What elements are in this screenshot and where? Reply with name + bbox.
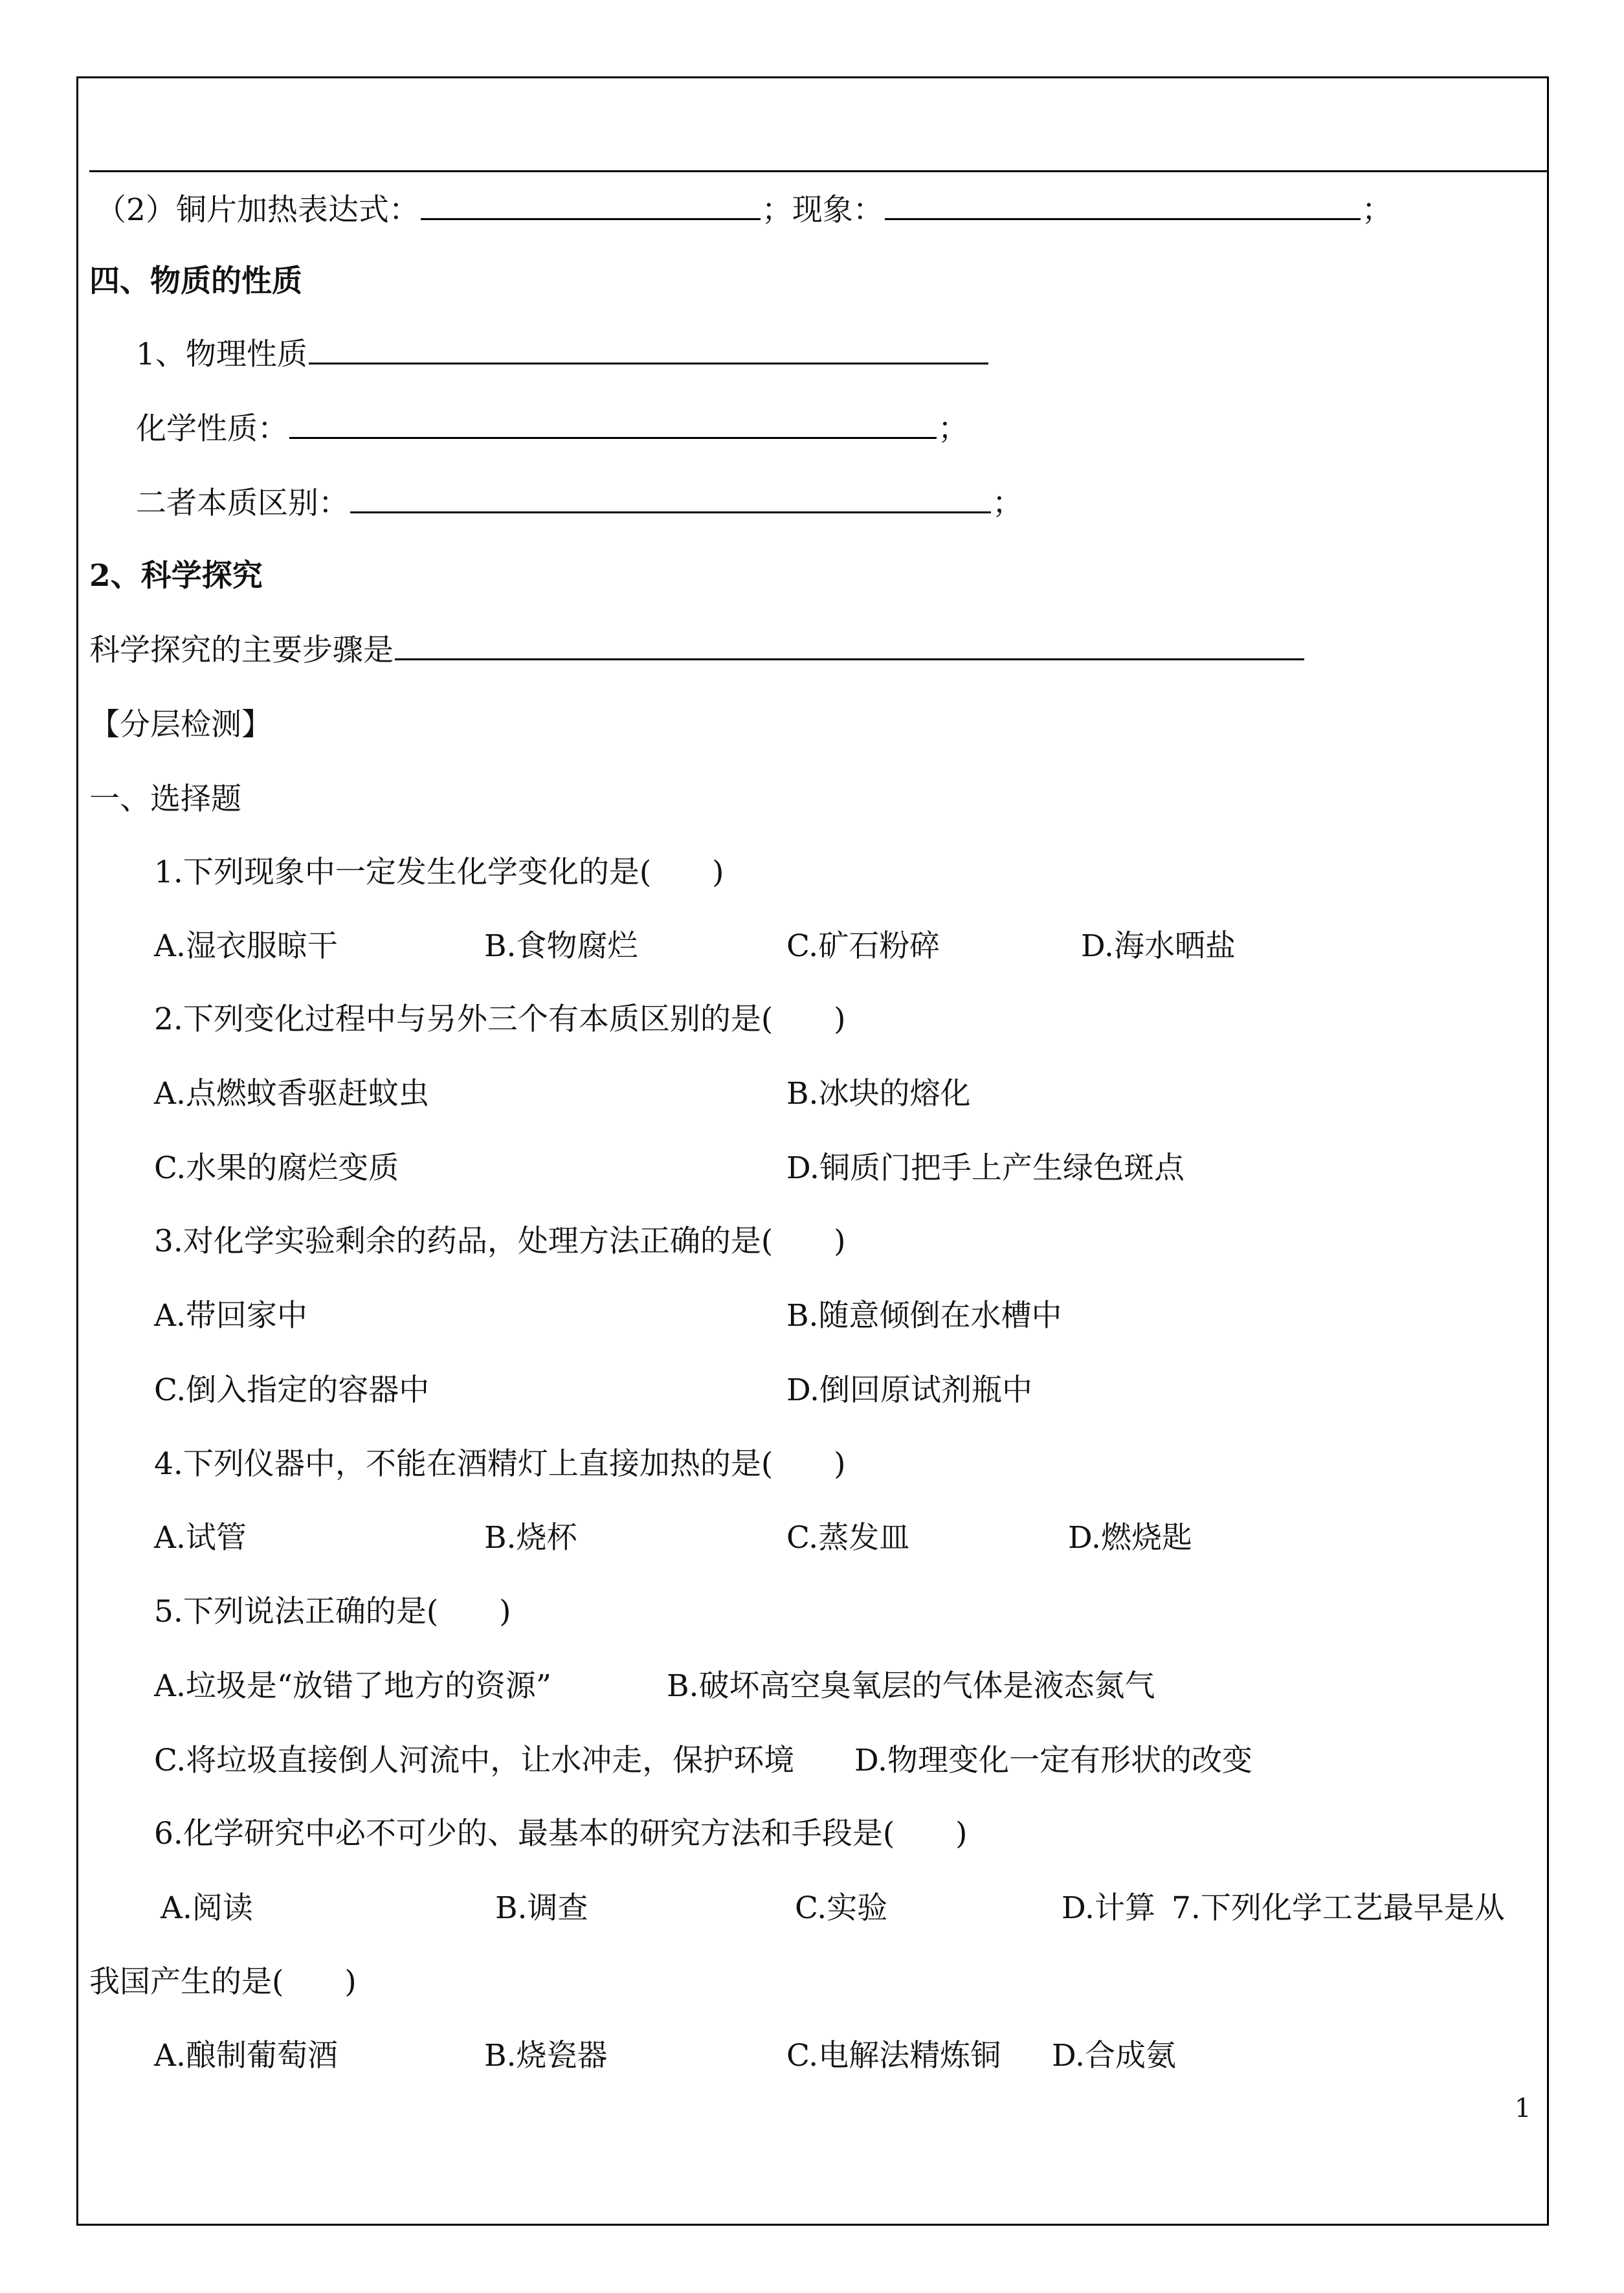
q3-option-c[interactable]: C.倒入指定的容器中: [154, 1372, 430, 1408]
phenomenon-blank[interactable]: [885, 192, 1361, 220]
question-2-stem: 2.下列变化过程中与另外三个有本质区别的是( ): [154, 1001, 846, 1037]
physical-property-blank[interactable]: [309, 337, 988, 364]
line-end-semicolon: ；: [992, 486, 1023, 521]
expression-blank[interactable]: [421, 192, 761, 220]
chemical-property-line: [136, 410, 968, 449]
question-5-stem: 5.下列说法正确的是( ): [154, 1594, 511, 1629]
q7-option-a[interactable]: A.酿制葡萄酒: [154, 2038, 338, 2074]
choice-section-title: 一、选择题: [89, 781, 241, 817]
copper-heating-label: （2）铜片加热表达式：: [96, 192, 419, 228]
q4-option-a[interactable]: A.试管: [154, 1520, 247, 1556]
q4-option-b[interactable]: B.烧杯: [484, 1520, 577, 1556]
inquiry-steps-label: 科学探究的主要步骤是: [89, 632, 394, 668]
q5-option-b[interactable]: B.破坏高空臭氧层的气体是液态氮气: [667, 1668, 1155, 1704]
q1-option-d[interactable]: D.海水晒盐: [1081, 928, 1236, 964]
q3-option-d[interactable]: D.倒回原试剂瓶中: [786, 1372, 1032, 1408]
header-divider: [89, 170, 1549, 172]
q3-option-a[interactable]: A.带回家中: [154, 1298, 307, 1334]
inquiry-steps-blank[interactable]: [395, 632, 1304, 660]
physical-property-line: [136, 335, 990, 374]
difference-blank[interactable]: [350, 486, 991, 513]
q4-option-d[interactable]: D.燃烧匙: [1068, 1520, 1192, 1556]
question-1-stem: 1.下列现象中一定发生化学变化的是( ): [154, 855, 724, 890]
chemical-property-label: 化学性质：: [136, 411, 288, 447]
inquiry-title: 2、科学探究: [89, 558, 263, 594]
q5-option-a[interactable]: A.垃圾是“放错了地方的资源”: [154, 1668, 551, 1704]
q6-option-d[interactable]: D.计算: [1062, 1890, 1155, 1926]
copper-heating-line: [96, 191, 1392, 230]
chemical-property-blank[interactable]: [289, 411, 937, 439]
phenomenon-label: ；现象：: [761, 192, 884, 228]
page-number: 1: [1515, 2094, 1531, 2123]
section-title: 四、物质的性质: [89, 263, 302, 299]
q4-option-c[interactable]: C.蒸发皿: [786, 1520, 910, 1556]
q6-option-b[interactable]: B.调查: [495, 1890, 588, 1926]
difference-label: 二者本质区别：: [136, 486, 349, 521]
q3-option-b[interactable]: B.随意倾倒在水槽中: [786, 1298, 1062, 1334]
question-4-stem: 4.下列仪器中，不能在酒精灯上直接加热的是( ): [154, 1446, 846, 1482]
question-6-stem: 6.化学研究中必不可少的、最基本的研究方法和手段是( ): [154, 1816, 968, 1851]
q2-option-d[interactable]: D.铜质门把手上产生绿色斑点: [786, 1150, 1185, 1186]
line-end-semicolon: ；: [938, 411, 968, 447]
layered-test-heading: 【分层检测】: [89, 707, 272, 743]
q2-option-c[interactable]: C.水果的腐烂变质: [154, 1150, 399, 1186]
q2-option-a[interactable]: A.点燃蚊香驱赶蚊虫: [154, 1076, 429, 1112]
q6-option-c[interactable]: C.实验: [795, 1890, 888, 1926]
q5-option-d[interactable]: D.物理变化一定有形状的改变: [854, 1743, 1252, 1778]
q7-option-c[interactable]: C.电解法精炼铜: [786, 2038, 1001, 2074]
q1-option-c[interactable]: C.矿石粉碎: [786, 928, 940, 964]
q7-option-b[interactable]: B.烧瓷器: [484, 2038, 608, 2074]
question-7-stem-start: 7.下列化学工艺最早是从: [1172, 1890, 1505, 1926]
physical-property-label: 1、物理性质: [136, 337, 307, 372]
q7-option-d[interactable]: D.合成氨: [1052, 2038, 1176, 2074]
question-7-stem-continued: 我国产生的是( ): [89, 1964, 357, 2000]
question-3-stem: 3.对化学实验剩余的药品，处理方法正确的是( ): [154, 1224, 846, 1259]
q2-option-b[interactable]: B.冰块的熔化: [786, 1076, 971, 1112]
line-end-semicolon: ；: [1361, 192, 1392, 228]
q1-option-a[interactable]: A.湿衣服晾干: [154, 928, 338, 964]
difference-line: [136, 484, 1023, 523]
q1-option-b[interactable]: B.食物腐烂: [484, 928, 638, 964]
q6-option-a[interactable]: A.阅读: [161, 1890, 253, 1926]
inquiry-steps-line: [89, 631, 1306, 670]
q5-option-c[interactable]: C.将垃圾直接倒人河流中，让水冲走，保护环境: [154, 1743, 795, 1778]
